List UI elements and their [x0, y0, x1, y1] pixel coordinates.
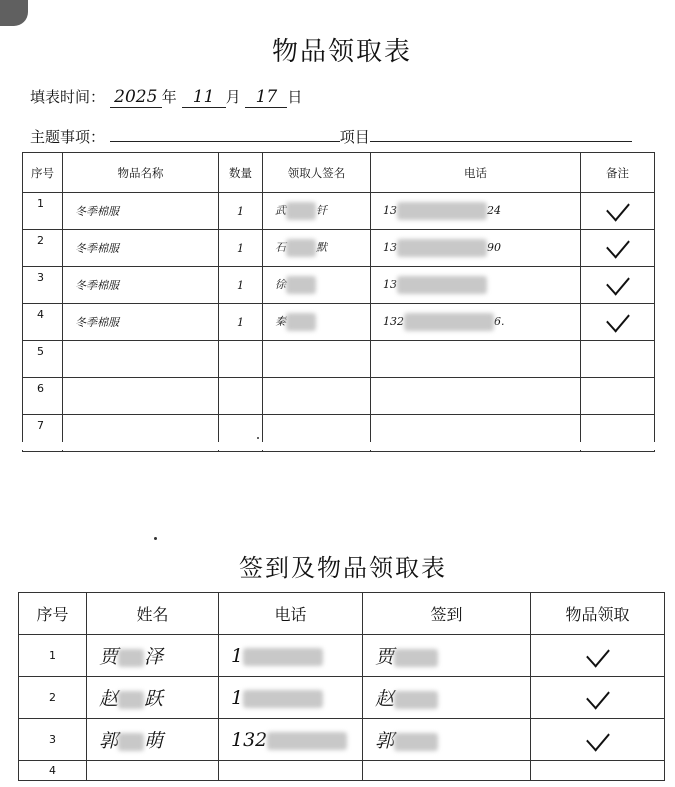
date-month-field[interactable]: 11 — [182, 87, 226, 108]
row-number: 3 — [19, 719, 87, 761]
redacted-blur — [286, 202, 316, 220]
quantity-cell[interactable]: 1 — [219, 230, 263, 267]
checkmark-icon — [606, 194, 630, 221]
table-row — [23, 304, 655, 341]
quantity-cell[interactable] — [219, 341, 263, 378]
signin-table — [18, 592, 665, 781]
signature-part: 秦 — [275, 315, 286, 328]
phone-visible-part: 132 — [231, 728, 268, 751]
phone-cell[interactable] — [219, 677, 363, 719]
signin-cell[interactable] — [363, 719, 531, 761]
remark-cell[interactable] — [581, 341, 655, 378]
name-cell[interactable] — [87, 635, 219, 677]
quantity-cell[interactable]: 1 — [219, 193, 263, 230]
name-part: 郭 — [99, 730, 119, 752]
row-number: 1 — [19, 635, 87, 677]
name-cell[interactable] — [87, 677, 219, 719]
received-cell[interactable] — [531, 719, 665, 761]
redacted-blur — [397, 276, 487, 294]
phone-visible-part: 13 — [383, 278, 397, 291]
project-field[interactable] — [370, 128, 632, 142]
signature-cell[interactable] — [263, 193, 371, 230]
table-row — [23, 193, 655, 230]
ink-dot — [154, 537, 157, 540]
col-header-item: 物品名称 — [63, 153, 219, 193]
phone-cell[interactable] — [371, 304, 581, 341]
phone-visible-part: 1 — [231, 686, 244, 709]
redacted-blur — [118, 691, 144, 709]
signature-cell[interactable] — [263, 378, 371, 415]
col-header-qty: 数量 — [219, 153, 263, 193]
col-header-phone: 电话 — [371, 153, 581, 193]
received-cell[interactable] — [531, 677, 665, 719]
checkmark-icon — [606, 268, 630, 295]
row-number: 2 — [23, 230, 63, 267]
name-part: 萌 — [144, 730, 164, 752]
signin-part: 贾 — [375, 646, 395, 668]
corner-fold-mark — [0, 0, 28, 26]
received-cell[interactable] — [531, 761, 665, 781]
phone-cell[interactable] — [219, 761, 363, 781]
phone-cell[interactable] — [371, 378, 581, 415]
signin-part: 郭 — [375, 730, 395, 752]
table-row — [19, 635, 665, 677]
table-row — [23, 341, 655, 378]
phone-cell[interactable] — [371, 193, 581, 230]
item-name-cell[interactable]: 冬季棉服 — [63, 230, 219, 267]
signin-cell[interactable] — [363, 761, 531, 781]
phone-cell[interactable] — [219, 719, 363, 761]
row-number: 4 — [23, 304, 63, 341]
name-part: 贾 — [99, 646, 119, 668]
table-header-row — [19, 593, 665, 635]
signin-cell[interactable] — [363, 635, 531, 677]
quantity-cell[interactable]: 1 — [219, 304, 263, 341]
phone-visible-part: 13 — [383, 204, 397, 217]
signature-part: 默 — [316, 241, 327, 254]
date-year-field[interactable]: 2025 — [110, 87, 162, 108]
table-row — [23, 267, 655, 304]
checkmark-icon — [586, 682, 610, 709]
form2-title: 签到及物品领取表 — [239, 554, 447, 582]
day-unit: 日 — [287, 88, 303, 106]
phone-visible-part: 24 — [487, 204, 501, 217]
month-unit: 月 — [225, 88, 241, 106]
item-table — [22, 152, 655, 452]
table-header-row — [23, 153, 655, 193]
row-number: 4 — [19, 761, 87, 781]
project-label: 项目 — [339, 128, 370, 146]
subject-row — [30, 126, 632, 147]
signature-cell[interactable] — [263, 230, 371, 267]
date-label: 填表时间： — [30, 88, 106, 106]
signature-part: 石 — [275, 241, 286, 254]
col-header-sign: 领取人签名 — [263, 153, 371, 193]
ink-dot — [257, 437, 259, 439]
row-number: 1 — [23, 193, 63, 230]
checkmark-icon — [606, 231, 630, 258]
signature-part: 徐 — [275, 278, 286, 291]
redacted-blur — [394, 733, 438, 751]
subject-label: 主题事项： — [30, 128, 106, 146]
year-unit: 年 — [161, 88, 177, 106]
item-name-cell[interactable] — [63, 378, 219, 415]
item-collection-form — [22, 32, 662, 432]
signature-cell[interactable] — [263, 304, 371, 341]
phone-visible-part: 13 — [383, 241, 397, 254]
remark-cell[interactable] — [581, 267, 655, 304]
remark-cell[interactable] — [581, 193, 655, 230]
phone-visible-part: 132 — [383, 315, 404, 328]
redacted-blur — [394, 691, 438, 709]
table-row — [19, 719, 665, 761]
col-header-phone: 电话 — [219, 593, 363, 635]
redacted-blur — [118, 733, 144, 751]
signin-cell[interactable] — [363, 677, 531, 719]
name-part: 赵 — [99, 688, 119, 710]
signature-part: 钎 — [316, 204, 327, 217]
redacted-blur — [118, 649, 144, 667]
col-header-remark: 备注 — [581, 153, 655, 193]
fill-date-row — [30, 86, 302, 108]
subject-field[interactable] — [110, 128, 340, 142]
form1-title: 物品领取表 — [271, 37, 412, 67]
redacted-blur — [286, 276, 316, 294]
phone-visible-part: 1 — [231, 644, 244, 667]
col-header-signin: 签到 — [363, 593, 531, 635]
row-number: 2 — [19, 677, 87, 719]
redacted-blur — [267, 732, 347, 750]
redacted-blur — [286, 313, 316, 331]
redacted-blur — [404, 313, 494, 331]
phone-cell[interactable] — [371, 267, 581, 304]
remark-cell[interactable] — [581, 304, 655, 341]
phone-cell[interactable] — [371, 341, 581, 378]
signature-cell[interactable] — [263, 267, 371, 304]
name-cell[interactable] — [87, 761, 219, 781]
table-row — [19, 761, 665, 781]
col-header-no: 序号 — [23, 153, 63, 193]
row-number: 6 — [23, 378, 63, 415]
redacted-blur — [397, 202, 487, 220]
redacted-blur — [394, 649, 438, 667]
redacted-blur — [243, 648, 323, 666]
item-name-cell[interactable]: 冬季棉服 — [63, 304, 219, 341]
item-name-cell[interactable]: 冬季棉服 — [63, 193, 219, 230]
row-number: 5 — [23, 341, 63, 378]
remark-cell[interactable] — [581, 230, 655, 267]
table-row — [23, 378, 655, 415]
phone-visible-part: 90 — [487, 241, 501, 254]
item-name-cell[interactable]: 冬季棉服 — [63, 267, 219, 304]
redacted-blur — [243, 690, 323, 708]
remark-cell[interactable] — [581, 378, 655, 415]
row-number: 3 — [23, 267, 63, 304]
phone-visible-part: 6. — [494, 315, 505, 328]
table-row — [23, 230, 655, 267]
col-header-received: 物品领取 — [531, 593, 665, 635]
checkmark-icon — [586, 724, 610, 751]
table-row — [19, 677, 665, 719]
checkmark-icon — [586, 640, 610, 667]
name-part: 跃 — [144, 688, 164, 710]
page-cut-edge — [22, 442, 662, 450]
signin-part: 赵 — [375, 688, 395, 710]
signature-part: 武 — [275, 204, 286, 217]
checkmark-icon — [606, 305, 630, 332]
date-day-field[interactable]: 17 — [245, 87, 287, 108]
phone-cell[interactable] — [219, 635, 363, 677]
item-name-cell[interactable] — [63, 341, 219, 378]
phone-cell[interactable] — [371, 230, 581, 267]
received-cell[interactable] — [531, 635, 665, 677]
col-header-name: 姓名 — [87, 593, 219, 635]
name-cell[interactable] — [87, 719, 219, 761]
quantity-cell[interactable] — [219, 378, 263, 415]
col-header-no: 序号 — [19, 593, 87, 635]
signature-cell[interactable] — [263, 341, 371, 378]
quantity-cell[interactable]: 1 — [219, 267, 263, 304]
redacted-blur — [397, 239, 487, 257]
name-part: 泽 — [144, 646, 164, 668]
row-number: 7 — [23, 415, 63, 452]
redacted-blur — [286, 239, 316, 257]
